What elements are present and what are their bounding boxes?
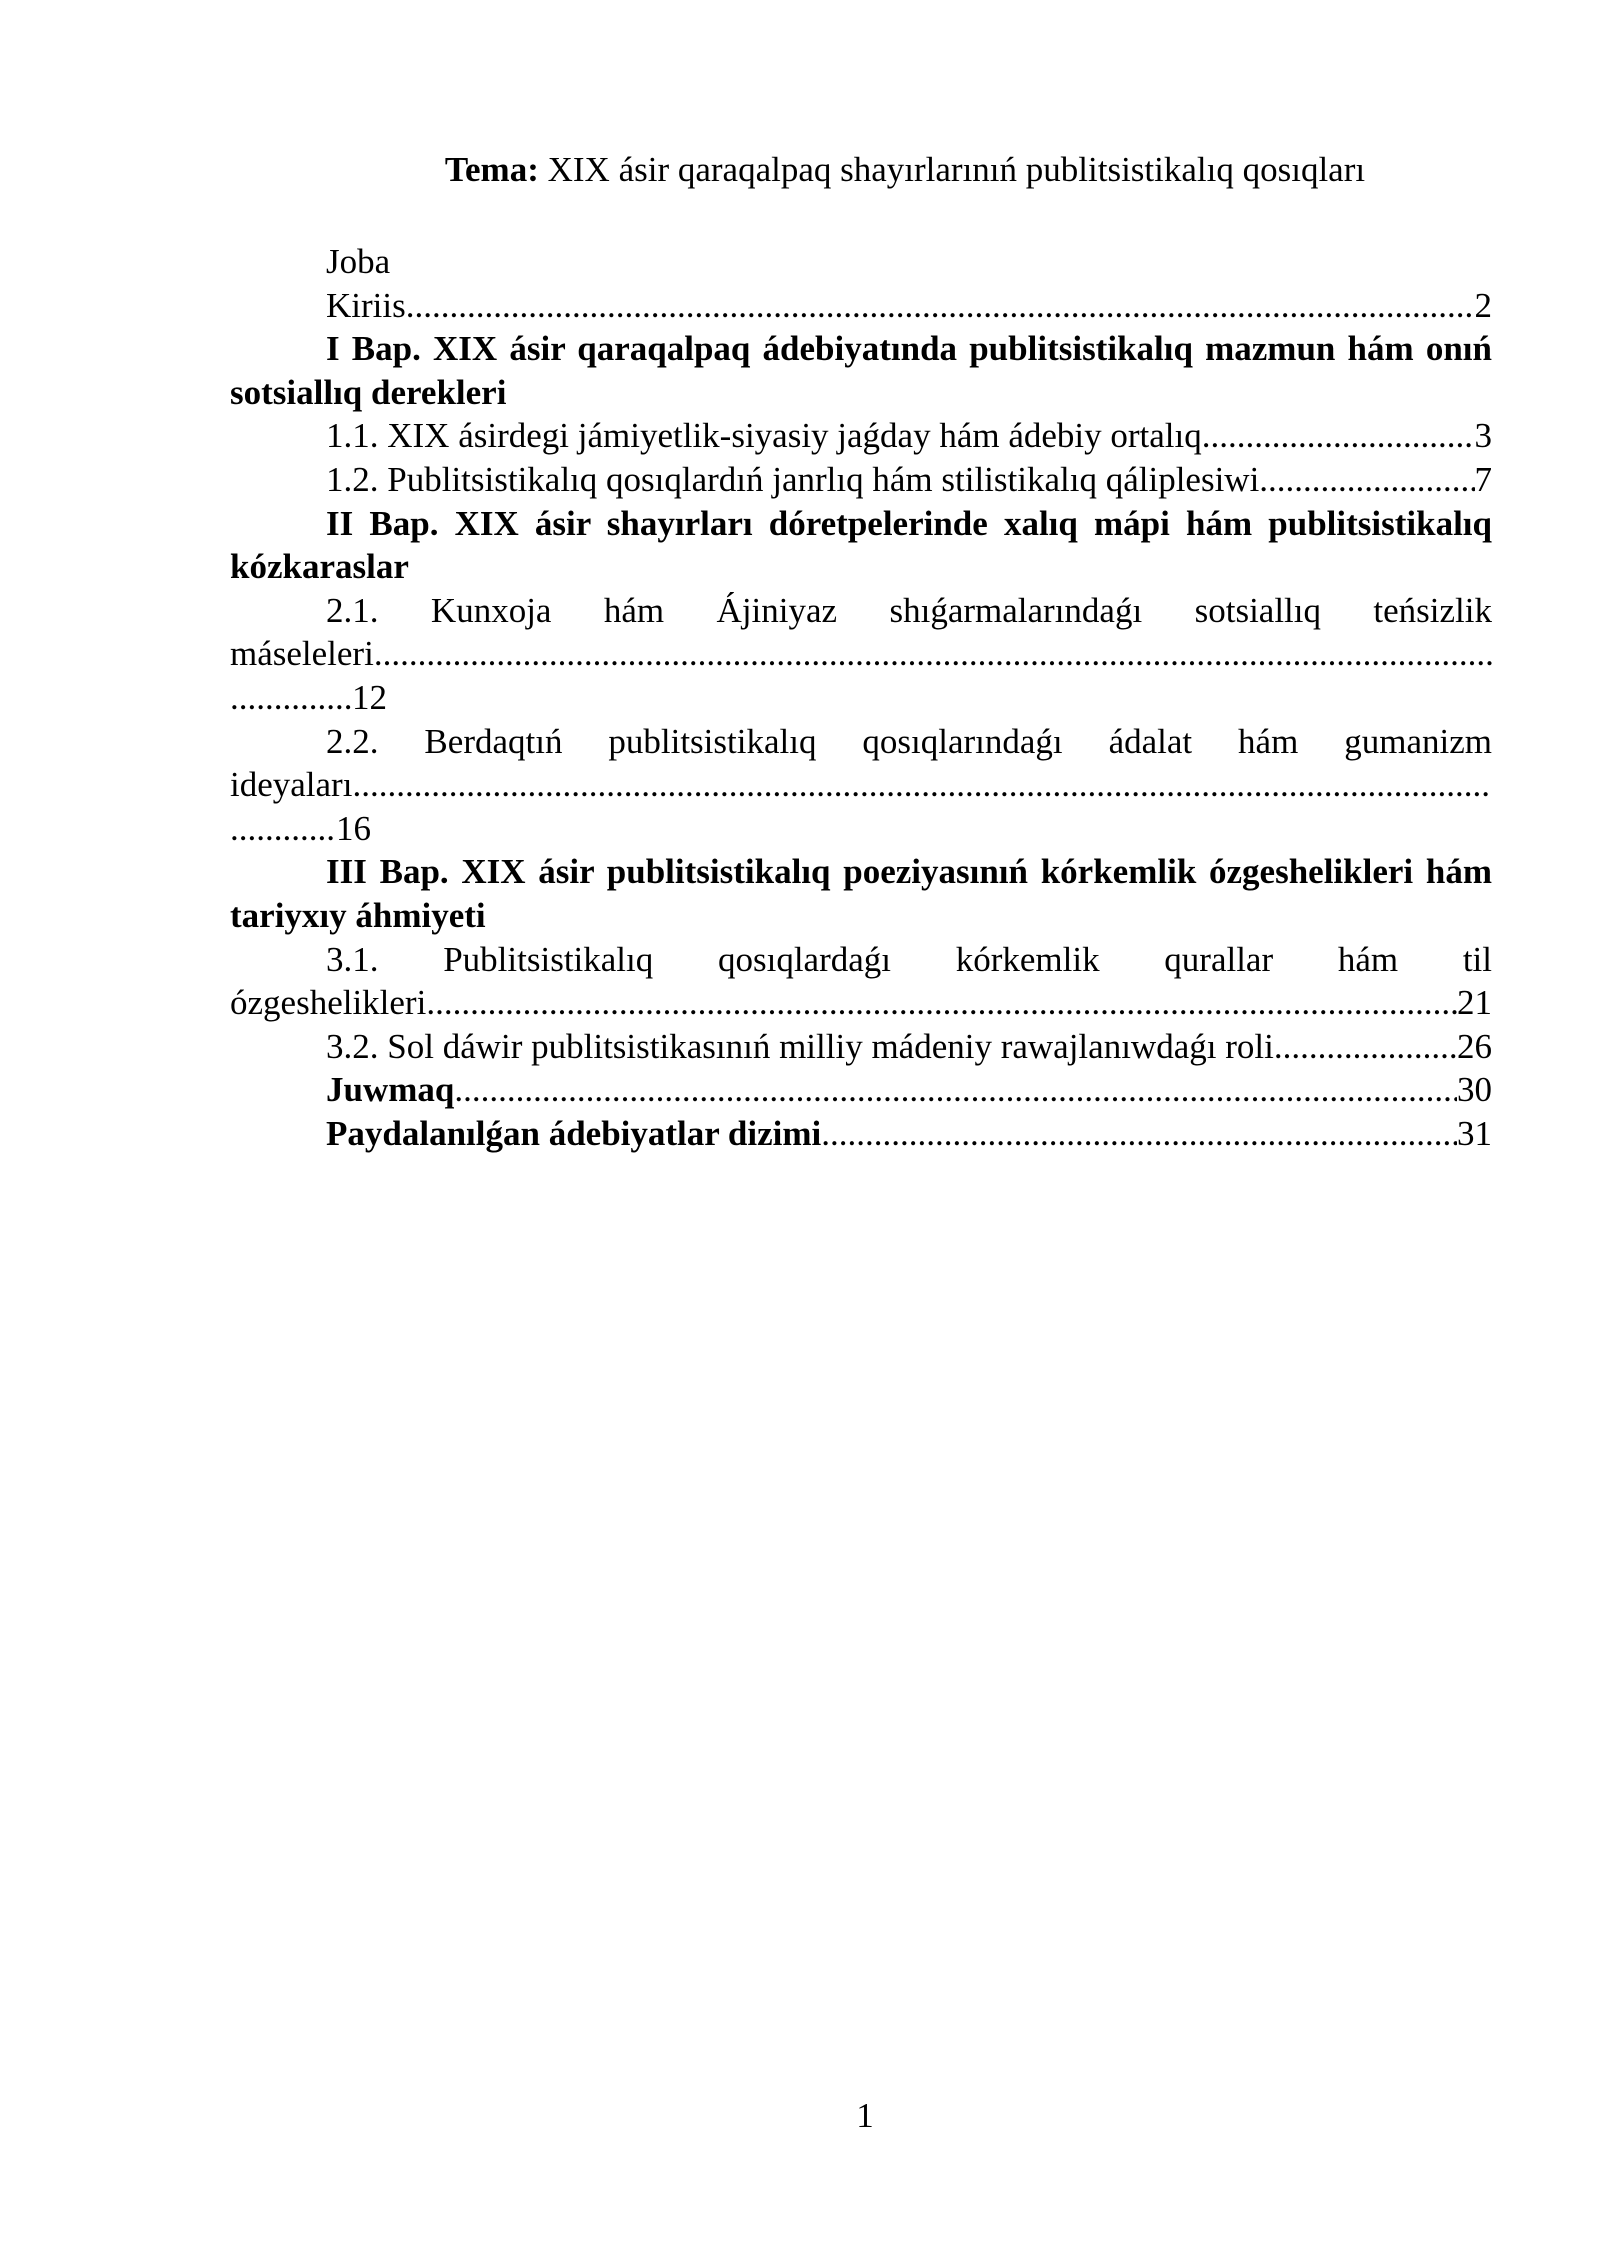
- dot-leader: [374, 632, 1492, 676]
- toc-section-3-1-line1: 3.1. Publitsistikalıq qosıqlardaǵı kórkemlik qurallar hám til: [326, 939, 1492, 979]
- toc-entry-text: 3.2. Sol dáwir publitsistikasınıń milliy mádeniy rawajlanıwdaǵı roli: [326, 1026, 1274, 1066]
- dot-leader: [1274, 1025, 1457, 1069]
- toc-entry-text: 1.1. XIX ásirdegi jámiyetlik-siyasiy jaǵday hám ádebiy ortalıq: [326, 416, 1202, 456]
- toc-page-number: 21: [1457, 983, 1492, 1023]
- dot-leader: [352, 763, 1492, 807]
- dot-leader: [454, 1068, 1457, 1112]
- toc-entry-text: máseleleri: [230, 634, 374, 674]
- toc-entry-text: 1.2. Publitsistikalıq qosıqlardıń janrlıq hám stilistikalıq qáliplesiwi: [326, 459, 1260, 499]
- dot-leader: [230, 807, 336, 851]
- toc-entry-text: Kiriis: [326, 285, 406, 325]
- dot-leader: [426, 981, 1457, 1025]
- toc-section-3-2: [230, 1025, 1492, 1069]
- toc-page-number: 26: [1457, 1026, 1492, 1066]
- toc-entry-intro: [230, 284, 1492, 328]
- toc-page-number: 2: [1474, 285, 1492, 325]
- toc-entry-text: Paydalanılǵan ádebiyatlar dizimi: [326, 1113, 822, 1153]
- toc-chapter-1: I Bap. XIX ásir qaraqalpaq ádebiyatında publitsistikalıq mazmun hám onıń sotsiallıq derekleri: [230, 329, 1492, 412]
- toc-section-1-2: [230, 458, 1492, 502]
- toc-entry-text: ózgeshelikleri: [230, 983, 427, 1023]
- toc-chapter-2: II Bap. XIX ásir shayırları dóretpelerinde xalıq mápi hám publitsistikalıq kózkaraslar: [230, 503, 1492, 587]
- page-number: 1: [856, 2096, 874, 2135]
- toc-page-number: 31: [1457, 1113, 1492, 1153]
- toc-page-number: 12: [352, 677, 387, 717]
- toc-heading: Joba: [326, 242, 391, 281]
- title-text: XIX ásir qaraqalpaq shayırlarınıń publitsistikalıq qosıqları: [538, 150, 1366, 189]
- toc-chapter-3: III Bap. XIX ásir publitsistikalıq poeziyasınıń kórkemlik ózgeshelikleri hám tariyxıy áhmiyeti: [230, 852, 1492, 935]
- dot-leader: [1202, 414, 1475, 458]
- toc-entry-references: [230, 1112, 1492, 1156]
- toc-section-2-2-line3: [230, 807, 1492, 851]
- title-label: Tema:: [444, 150, 539, 189]
- dot-leader: [821, 1112, 1457, 1156]
- toc-page-number: 7: [1474, 459, 1492, 499]
- toc-entry-text: ideyaları: [230, 765, 353, 805]
- toc-section-2-1-line1: 2.1. Kunxoja hám Ájiniyaz shıǵarmalarındaǵı sotsiallıq teńsizlik: [326, 590, 1492, 630]
- dot-leader: [406, 284, 1475, 328]
- document-title: [0, 148, 1600, 192]
- toc-section-2-2-line1: 2.2. Berdaqtıń publitsistikalıq qosıqlarındaǵı ádalat hám gumanizm: [326, 721, 1492, 761]
- table-of-contents: [230, 240, 1492, 1155]
- toc-page-number: 3: [1474, 416, 1492, 456]
- toc-entry-text: Juwmaq: [326, 1070, 455, 1110]
- toc-page-number: 16: [336, 808, 371, 848]
- toc-section-2-1-line3: [230, 676, 1492, 720]
- toc-section-2-2-line2: [230, 763, 1492, 807]
- toc-section-2-1-line2: [230, 632, 1492, 676]
- dot-leader: [230, 676, 352, 720]
- dot-leader: [1259, 458, 1474, 502]
- toc-section-3-1-line2: [230, 981, 1492, 1025]
- toc-page-number: 30: [1457, 1070, 1492, 1110]
- toc-entry-conclusion: [230, 1068, 1492, 1112]
- toc-section-1-1: [230, 414, 1492, 458]
